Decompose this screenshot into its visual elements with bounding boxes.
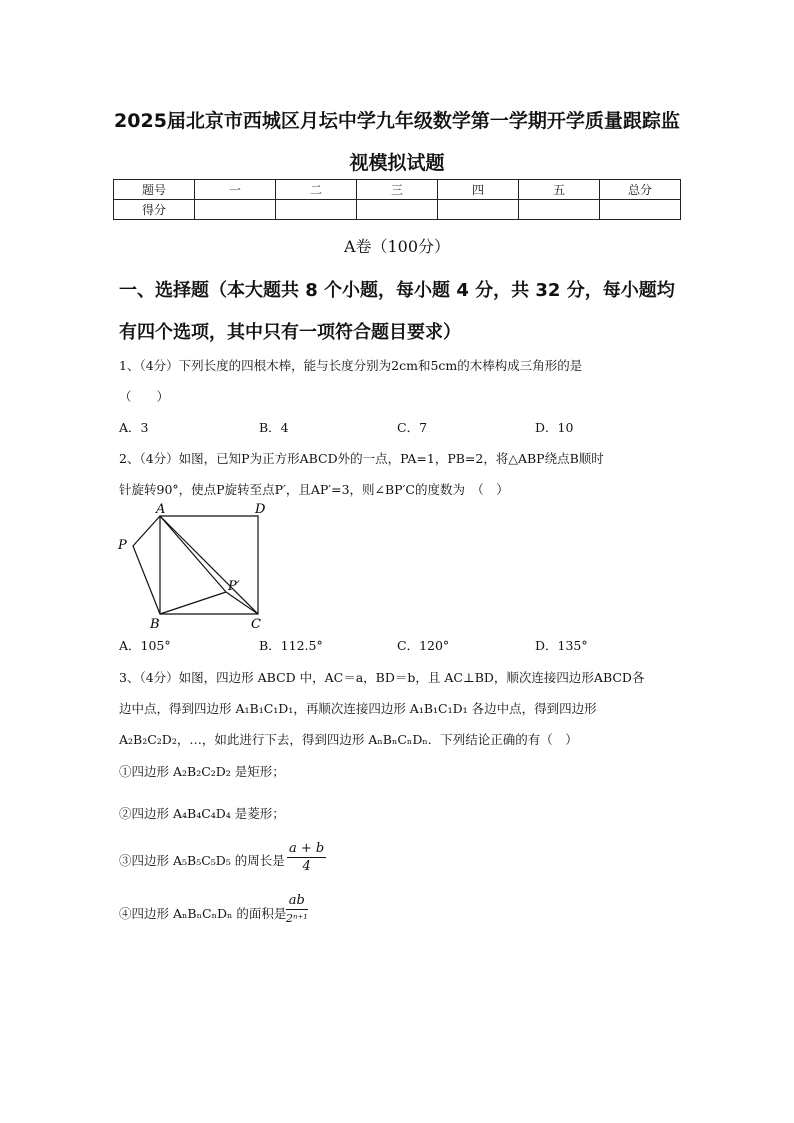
exam-title-line1: 2025届北京市西城区月坛中学九年级数学第一学期开学质量跟踪监	[114, 110, 680, 132]
q2-option-d[interactable]: D．135°	[535, 638, 588, 653]
q1-option-b[interactable]: B．4	[259, 420, 289, 435]
q1-stem-line2: （ ）	[119, 389, 170, 404]
fraction-denominator: 4	[302, 859, 311, 874]
score-cell: 四	[438, 180, 519, 200]
fraction-numerator: a + b	[289, 841, 325, 856]
diagonal-ac	[160, 516, 258, 614]
label-a: A	[156, 502, 166, 517]
q1-stem-line1: 1、（4分）下列长度的四根木棒，能与长度分别为2cm和5cm的木棒构成三角形的是	[119, 358, 583, 373]
score-cell: 五	[519, 180, 600, 200]
q3-stem-line3: A₂B₂C₂D₂，…，如此进行下去，得到四边形 AₙBₙCₙDₙ．下列结论正确的有（ ）	[119, 732, 578, 747]
q3-stem-line1: 3、（4分）如图，四边形 ABCD 中，AC＝a，BD＝b，且 AC⊥BD，顺次连接四边形ABCD各	[119, 670, 645, 685]
fraction-numerator: ab	[286, 892, 308, 910]
q1-option-d[interactable]: D．10	[535, 420, 574, 435]
part1-heading-line1: 一、选择题（本大题共 8 个小题，每小题 4 分，共 32 分，每小题均	[119, 280, 675, 301]
triangle-abp-sides	[133, 516, 160, 614]
part1-heading-line2: 有四个选项，其中只有一项符合题目要求）	[119, 322, 461, 343]
q1-option-c[interactable]: C．7	[397, 420, 428, 435]
q3-statement4: ④四边形 AₙBₙCₙDₙ 的面积是	[119, 906, 287, 921]
q2-stem-line2: 针旋转90°，使点P旋转至点P′，且AP′=3，则∠BP′C的度数为 （ ）	[119, 482, 509, 497]
score-cell: 一	[195, 180, 276, 200]
fraction-denominator: 2ⁿ⁺¹	[286, 912, 308, 925]
label-b: B	[150, 617, 160, 632]
exam-title-line2: 视模拟试题	[349, 152, 445, 174]
label-p: P	[118, 538, 127, 553]
q3-statement1: ①四边形 A₂B₂C₂D₂ 是矩形；	[119, 764, 285, 779]
section-a-heading: A卷（100分）	[343, 237, 451, 256]
q3-statement2: ②四边形 A₄B₄C₄D₄ 是菱形；	[119, 806, 285, 821]
segment-a-pprime	[160, 516, 226, 592]
q3-fraction-area	[286, 892, 308, 927]
q1-option-a[interactable]: A．3	[119, 420, 149, 435]
score-cell: 题号	[114, 180, 195, 200]
q3-fraction-perimeter	[287, 840, 326, 875]
q3-statement3: ③四边形 A₅B₅C₅D₅ 的周长是	[119, 853, 285, 868]
score-cell: 总分	[600, 180, 681, 200]
q2-option-a[interactable]: A．105°	[119, 638, 171, 653]
q2-option-b[interactable]: B．112.5°	[259, 638, 323, 653]
segment-b-pprime	[160, 592, 226, 614]
score-cell: 三	[357, 180, 438, 200]
segment-pprime-c	[226, 592, 258, 614]
score-cell: 得分	[114, 200, 195, 220]
q2-option-c[interactable]: C．120°	[397, 638, 450, 653]
q2-stem-line1: 2、（4分）如图，已知P为正方形ABCD外的一点，PA=1，PB=2，将△ABP绕点B顺时	[119, 451, 604, 466]
label-d: D	[255, 502, 266, 517]
label-c: C	[251, 617, 261, 632]
score-cell: 二	[276, 180, 357, 200]
q3-stem-line2: 边中点，得到四边形 A₁B₁C₁D₁，再顺次连接四边形 A₁B₁C₁D₁ 各边中点，得到四边形	[119, 701, 597, 716]
label-p-prime: P′	[228, 579, 240, 594]
